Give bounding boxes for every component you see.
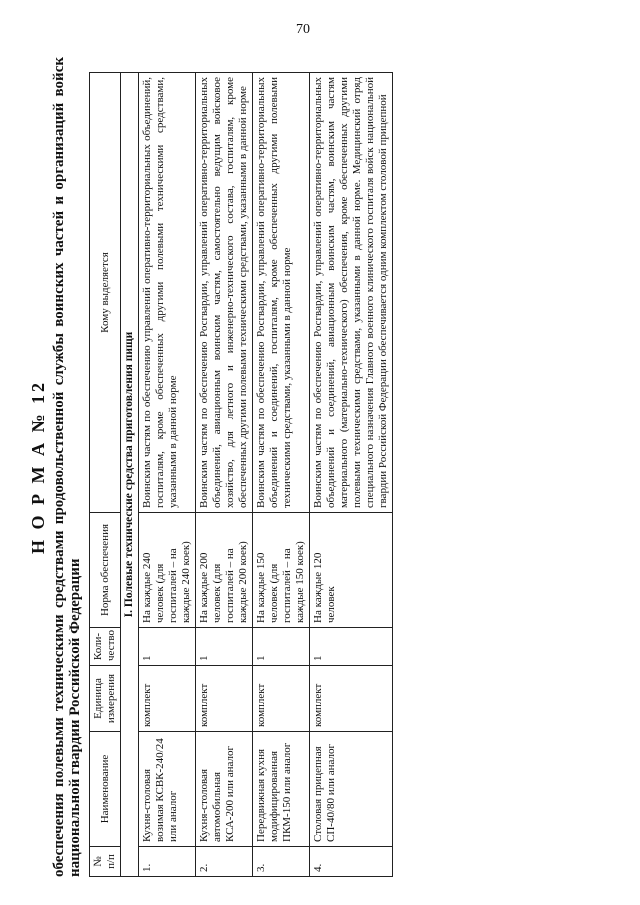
row-recipient: Воинским частям по обеспечению Росгвардии, управлений оперативно-территориальных объединений и соединений, госпиталям, кроме обеспеченных другими полевыми техническими средствами, указанными в данной норме — [253, 73, 310, 513]
row-number: 2. — [196, 847, 253, 877]
table-row — [253, 73, 310, 877]
row-quantity: 1 — [196, 628, 253, 666]
row-quantity: 1 — [139, 628, 196, 666]
document-title: Н О Р М А № 12 — [28, 379, 48, 555]
col-header-recipient: Кому выделяется — [90, 73, 121, 513]
col-header-qty: Коли-чество — [90, 628, 121, 666]
row-name: Передвижная кухня модифицированная ПКМ-150 или аналог — [253, 732, 310, 847]
row-number: 4. — [310, 847, 393, 877]
row-name: Кухня-столовая возимая КСВК-240/24 или аналог — [139, 732, 196, 847]
table-row — [310, 73, 393, 877]
row-name: Столовая прицепная СП-40/80 или аналог — [310, 732, 393, 847]
row-unit: комплект — [253, 666, 310, 732]
row-norm: На каждые 200 человек (для госпиталей – на каждые 200 коек) — [196, 513, 253, 628]
row-unit: комплект — [196, 666, 253, 732]
row-unit: комплект — [139, 666, 196, 732]
row-norm: На каждые 120 человек — [310, 513, 393, 628]
row-number: 3. — [253, 847, 310, 877]
row-quantity: 1 — [310, 628, 393, 666]
section-title: I. Полевые технические средства приготовления пищи — [121, 73, 139, 877]
table-row — [139, 73, 196, 877]
page-number: 70 — [296, 22, 310, 37]
row-number: 1. — [139, 847, 196, 877]
col-header-name: Наименование — [90, 732, 121, 847]
table-row — [196, 73, 253, 877]
norm-table — [89, 72, 393, 877]
row-recipient: Воинским частям по обеспечению Росгвардии, управлений оперативно-территориальных объединений, авиационным воинским частям, самостоятельно ведущим войсковое хозяйство, для летного и инженерно-технического состава, госпиталям, кроме обеспеченных другими полевыми техническими средствами, указанными в данной норме — [196, 73, 253, 513]
row-name: Кухня-столовая автомобильная КСА-200 или аналог — [196, 732, 253, 847]
col-header-norm: Норма обеспечения — [90, 513, 121, 628]
document-subtitle: обеспечения полевыми техническими средствами продовольственной службы воинских частей и организаций войск национальной гвардии Российской Федерации — [51, 57, 83, 877]
rotated-content — [28, 57, 588, 877]
row-unit: комплект — [310, 666, 393, 732]
row-norm: На каждые 240 человек (для госпиталей – на каждые 240 коек) — [139, 513, 196, 628]
row-quantity: 1 — [253, 628, 310, 666]
row-norm: На каждые 150 человек (для госпиталей – на каждые 150 коек) — [253, 513, 310, 628]
col-header-unit: Единица измерения — [90, 666, 121, 732]
table-header-row — [90, 73, 121, 877]
col-header-num: № п/п — [90, 847, 121, 877]
row-recipient: Воинским частям по обеспечению Росгвардии, управлений оперативно-территориальных объединений и соединений, авиационным воинским частям, воинским частям материального (материально-технического) обеспечения, кроме обеспеченных другими полевыми техническими средствами, указанными в данной норме. Медицинский отряд специального назначения Главного военного клинического госпиталя войск национальной гвардии Российской Федерации обеспечивается одним комплектом столовой прицепной — [310, 73, 393, 513]
section-row — [121, 73, 139, 877]
row-recipient: Воинским частям по обеспечению управлений оперативно-территориальных объединений, госпиталям, кроме обеспеченных другими полевыми техническими средствами, указанными в данной норме — [139, 73, 196, 513]
